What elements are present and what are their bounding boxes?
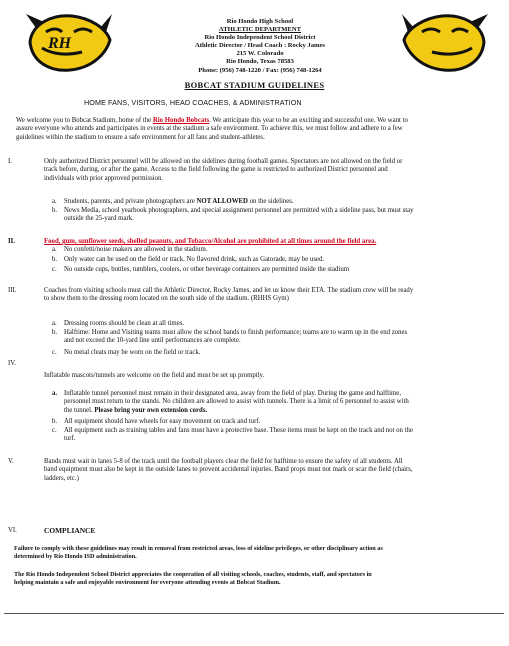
document-subtitle: HOME FANS, VISITORS, HEAD COACHES, & ADMINISTRATION <box>84 98 302 107</box>
director-line: Athletic Director / Head Coach : Rocky James <box>195 42 325 50</box>
bobcat-logo-icon <box>400 10 492 74</box>
section-3-item-a: Dressing rooms should be clean at all times. <box>64 320 185 327</box>
section-3-item-b <box>64 329 504 346</box>
item-letter: c. <box>52 349 57 356</box>
section-number: III. <box>8 287 17 294</box>
intro-highlight: Rio Hondo Bobcats <box>152 117 210 124</box>
footer-divider <box>4 613 504 614</box>
city-line: Rio Hondo, Texas 78583 <box>226 58 294 66</box>
section-5-body <box>44 458 502 483</box>
section-1-item-a <box>64 198 294 206</box>
section-5-line: band equipment must also be kept in the outside lanes to prevent accidental injuries. Band props must not mark or scar the field (chairs, <box>44 466 413 474</box>
section-5-line: ladders, etc.) <box>44 474 79 482</box>
section-4-item-c <box>64 427 504 444</box>
school-name: Rio Hondo High School <box>226 18 294 25</box>
section-2-item-b: Only water can be used on the field or track. No flavored drink, such as Gatorade, may be used. <box>64 256 325 263</box>
appreciation-paragraph <box>14 571 372 587</box>
compliance-line: Failure to comply with these guidelines may result in removal from restricted areas, loss of sideline privileges, or other disciplinary action as <box>14 545 383 552</box>
section-1-item-b <box>64 207 504 224</box>
item-bold: Please bring your own extension cords. <box>94 406 208 414</box>
intro-line-2: assure everyone who attends and participates in events at the stadium a safe environment. To achieve this, we must follow and adhere to a few <box>16 125 403 133</box>
item-letter: a. <box>52 320 57 327</box>
section-2-heading: Food, gum, sunflower seeds, shelled peanuts, and Tobacco/Alcohol are prohibited at all times around the field area. <box>44 238 377 245</box>
item-line: turf. <box>64 435 76 443</box>
section-2-item-c: No outside cups, bottles, tumblers, coolers, or other beverage containers are permitted inside the stadium <box>64 266 350 273</box>
appreciation-line: helping maintain a safe and enjoyable environment for everyone attending events at Bobcat Stadium. <box>14 579 281 586</box>
svg-text:RH: RH <box>48 35 72 52</box>
compliance-paragraph <box>14 545 383 561</box>
intro-text-cont: . We anticipate this year to be an exciting and successful one. We want to <box>209 117 408 124</box>
item-letter: a. <box>52 198 57 205</box>
phone-fax: Phone: (956) 748-1220 / Fax: (956) 748-1264 <box>198 66 322 74</box>
item-line: outside the 25-yard mark. <box>64 215 134 223</box>
item-line: Halftime: Home and Visiting teams must allow the school bands to finish performance; teams are to warm up in the end zones <box>64 329 408 336</box>
document-title: BOBCAT STADIUM GUIDELINES <box>184 80 325 90</box>
section-3-item-c: No metal cleats may be worn on the field or track. <box>64 349 201 356</box>
section-4-item-a <box>64 390 504 415</box>
section-1-line: Only authorized District personnel will be allowed on the sidelines during football games. Spectators are not allowed on the field or <box>44 158 403 165</box>
item-bold: NOT ALLOWED <box>196 198 248 205</box>
section-3-line: Coaches from visiting schools must call the Athletic Director, Rocky James, and let us know their ETA. The stadium crew will be ready <box>44 287 414 294</box>
item-letter: b. <box>52 418 58 425</box>
item-text: on the sidelines. <box>247 198 294 205</box>
section-6-heading: COMPLIANCE <box>44 526 96 535</box>
section-2-item-a: No confetti/noise makers are allowed in the stadium. <box>64 246 208 253</box>
street-address: 215 W. Colorado <box>236 50 284 58</box>
section-1-line: individuals with prior approved permission. <box>44 174 164 182</box>
intro-text: We welcome you to Bobcat Stadium, home of the <box>16 117 153 124</box>
item-text: the tunnel. <box>64 406 95 414</box>
bobcat-logo-icon <box>22 10 114 74</box>
section-number: V. <box>8 458 14 465</box>
section-1-line: track before, during, or after the game. Access to the field following the game is restricted to authorized District personnel and <box>44 166 388 174</box>
compliance-line: determined by Rio Hondo ISD administration. <box>14 553 137 560</box>
item-letter: b. <box>52 329 58 336</box>
item-letter: c. <box>52 266 57 273</box>
appreciation-line: The Rio Hondo Independent School District appreciates the cooperation of all visiting schools, coaches, students, staff, and spectators in <box>14 571 372 578</box>
intro-paragraph <box>16 117 496 142</box>
section-4-item-b: All equipment should have wheels for easy movement on track and turf. <box>64 418 261 425</box>
item-letter: c. <box>52 427 57 434</box>
letterhead <box>160 18 360 75</box>
item-line: and not exceed the 10-yard line until performances are complete. <box>64 337 241 345</box>
item-line: Inflatable tunnel personnel must remain in their designated area, away from the field of play. During the game and halftime, <box>64 390 402 397</box>
item-letter: a. <box>52 390 58 397</box>
section-3-line: to show them to the dressing room located on the south side of the stadium. (RHHS Gym) <box>44 295 289 303</box>
section-number: VI. <box>8 527 17 534</box>
section-4-intro: Inflatable mascots/tunnels are welcome on the field and must be set up promptly. <box>44 372 265 379</box>
item-letter: b. <box>52 207 58 214</box>
department-name: ATHLETIC DEPARTMENT <box>218 26 302 34</box>
section-number: II. <box>8 238 15 245</box>
intro-line-3: guidelines within the stadium to ensure a safe environment for all fans and student-athletes. <box>16 133 265 141</box>
section-number: I. <box>8 158 12 165</box>
item-line: All equipment such as training tables and fans must have a protective base. These items must be kept on the track and not on the <box>64 427 413 434</box>
item-line: personnel must return to the stands. No children are allowed to assist with tunnels. There is a limit of 6 personnel to assist with <box>64 398 409 406</box>
item-letter: b. <box>52 256 58 263</box>
item-text: Students, parents, and private photographers are <box>64 198 197 205</box>
district-name: Rio Hondo Independent School District <box>204 34 316 42</box>
item-line: News Media, school yearbook photographers, and special assignment personnel are permitted with a sideline pass, but must stay <box>64 207 414 214</box>
section-1-body <box>44 158 502 183</box>
item-letter: a. <box>52 246 57 253</box>
section-number: IV. <box>8 360 16 367</box>
section-3-body <box>44 287 502 304</box>
section-5-line: Bands must wait in lanes 5-8 of the track until the football players clear the field for halftime to ensure the safety of all students. All <box>44 458 403 465</box>
